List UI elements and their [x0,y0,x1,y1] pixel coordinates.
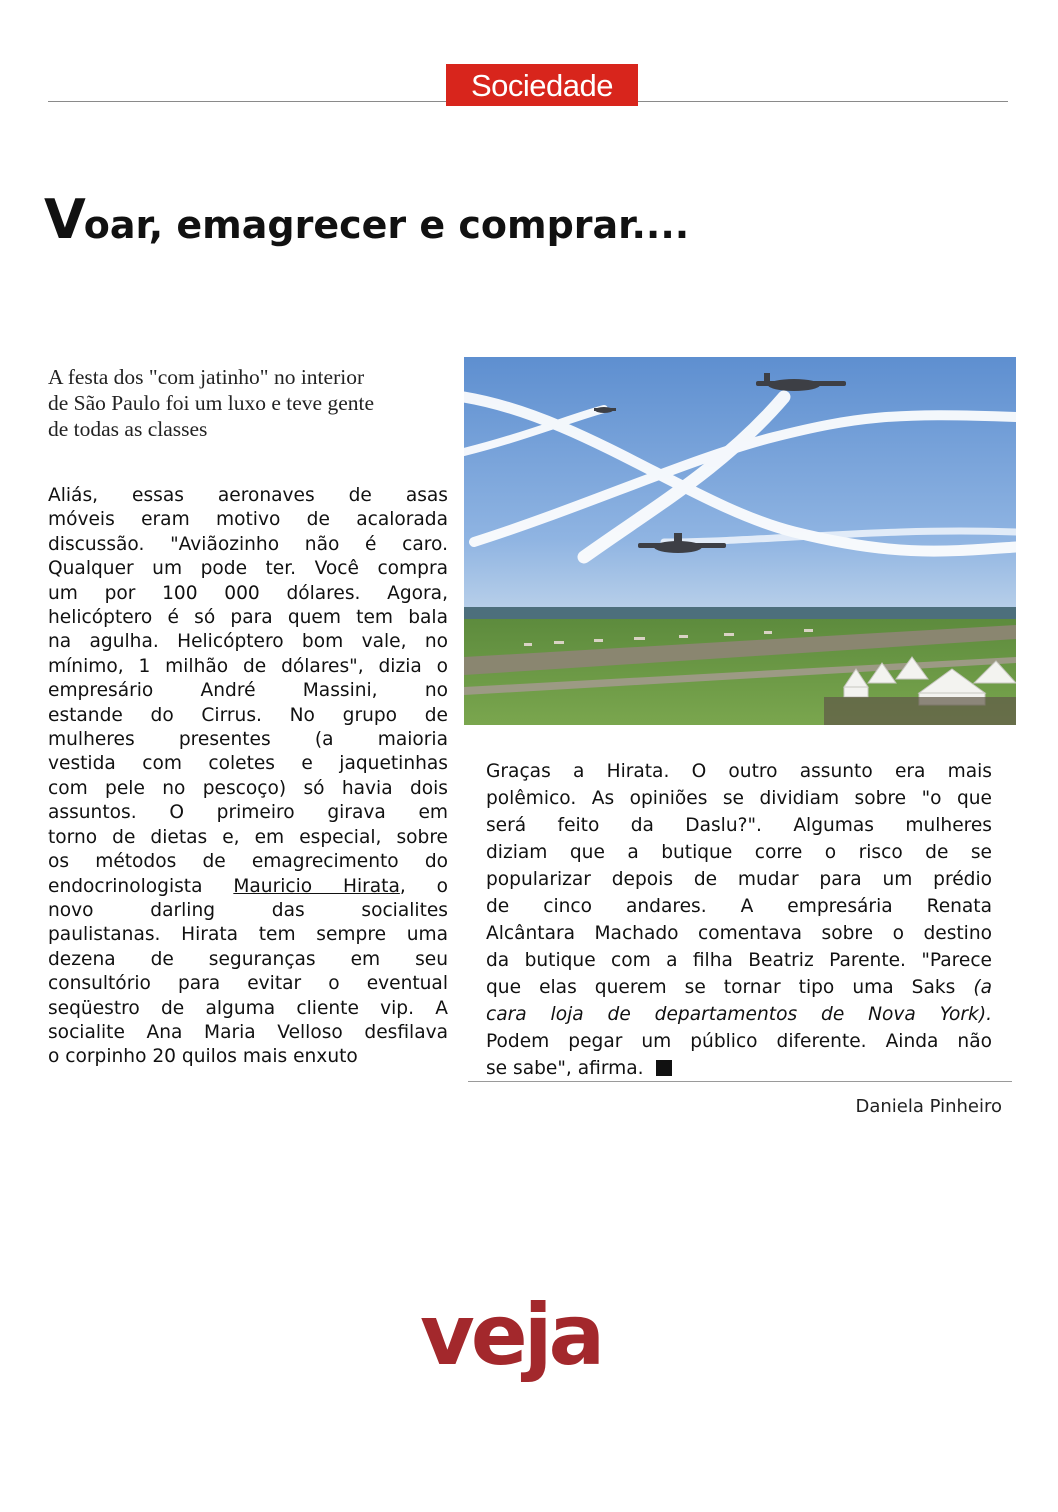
body-line: se sabe", afirma. [486,1055,992,1082]
body-line: Qualquer um pode ter. Você compra [48,558,448,580]
headline-text: oar, emagrecer e comprar.... [83,203,690,247]
air-show-photo [464,357,1016,725]
body-line: Aliás, essas aeronaves de asas [48,485,448,506]
body-line: será feito da Daslu?". Algumas mulheres [486,815,992,836]
body-line: Alcântara Machado comentava sobre o destino [486,923,992,944]
body-column-right [486,758,992,1082]
veja-logo [420,1294,640,1394]
person-link[interactable]: Mauricio Hirata [233,875,400,897]
body-text: endocrinologista [48,875,234,897]
body-line: popularizar depois de mudar para um prédio [486,869,992,890]
distant-hills [464,607,1016,621]
veja-logo-art [420,1294,640,1394]
end-of-article-mark [656,1060,672,1076]
headline [44,190,1004,255]
italic-aside: (a [973,977,992,998]
body-line: com pele no pescoço) só havia dois [48,777,448,799]
body-line [486,1001,992,1028]
italic-aside: cara loja de departamentos de Nova York). [486,1004,992,1025]
air-show-illustration [464,357,1016,725]
veja-logo-text: veja [420,1294,602,1384]
body-line: empresário André Massini, no [48,680,448,702]
body-line: mulheres presentes (a maioria [48,729,448,751]
body-line: na agulha. Helicóptero bom vale, no [48,631,448,653]
body-line: helicóptero é só para quem tem bala [48,607,448,629]
body-text: que elas querem se tornar tipo uma Saks [486,977,974,998]
byline-rule [468,1081,1012,1082]
body-line: diziam que a butique corre o risco de se [486,842,992,863]
body-text: , o [399,875,449,897]
body-line: novo darling das socialites [48,899,448,921]
body-line: consultório para evitar o eventual [48,973,448,995]
body-line: paulistanas. Hirata tem sempre uma [48,924,448,946]
standfirst [48,364,448,442]
body-line: dezena de seguranças em seu [48,948,448,970]
body-line: discussão. "Aviãozinho não é caro. [48,533,448,555]
body-line: o corpinho 20 quilos mais enxuto [48,1046,358,1068]
body-line: da butique com a filha Beatriz Parente. "Parece [486,950,992,971]
body-line [486,974,992,1001]
body-line: mínimo, 1 milhão de dólares", dizia o [48,655,448,677]
body-line: um por 100 000 dólares. Agora, [48,582,448,604]
standfirst-line: A festa dos "com jatinho" no interior [48,365,365,389]
body-line: vestida com coletes e jaquetinhas [48,753,448,775]
body-line: polêmico. As opiniões se dividiam sobre "o que [486,788,992,809]
body-line: de cinco andares. A empresária Renata [486,896,992,917]
byline: Daniela Pinheiro [855,1096,1002,1117]
body-line: móveis eram motivo de acalorada [48,509,448,531]
body-line: Podem pegar um público diferente. Ainda não [486,1031,992,1052]
body-line: estande do Cirrus. No grupo de [48,704,448,726]
standfirst-line: de todas as classes [48,417,208,441]
body-line: socialite Ana Maria Velloso desfilava [48,1021,448,1043]
sky [464,357,1016,617]
headline-dropcap: V [44,188,84,251]
body-column-left [48,484,448,1070]
crowd [824,697,1016,725]
body-line [48,875,448,899]
section-label: Sociedade [446,64,638,106]
body-line: seqüestro de alguma cliente vip. A [48,997,448,1019]
body-line: assuntos. O primeiro girava em [48,802,448,824]
body-line: Graças a Hirata. O outro assunto era mais [486,761,992,782]
body-line: os métodos de emagrecimento do [48,851,448,873]
standfirst-line: de São Paulo foi um luxo e teve gente [48,391,375,415]
body-line: torno de dietas e, em especial, sobre [48,826,448,848]
